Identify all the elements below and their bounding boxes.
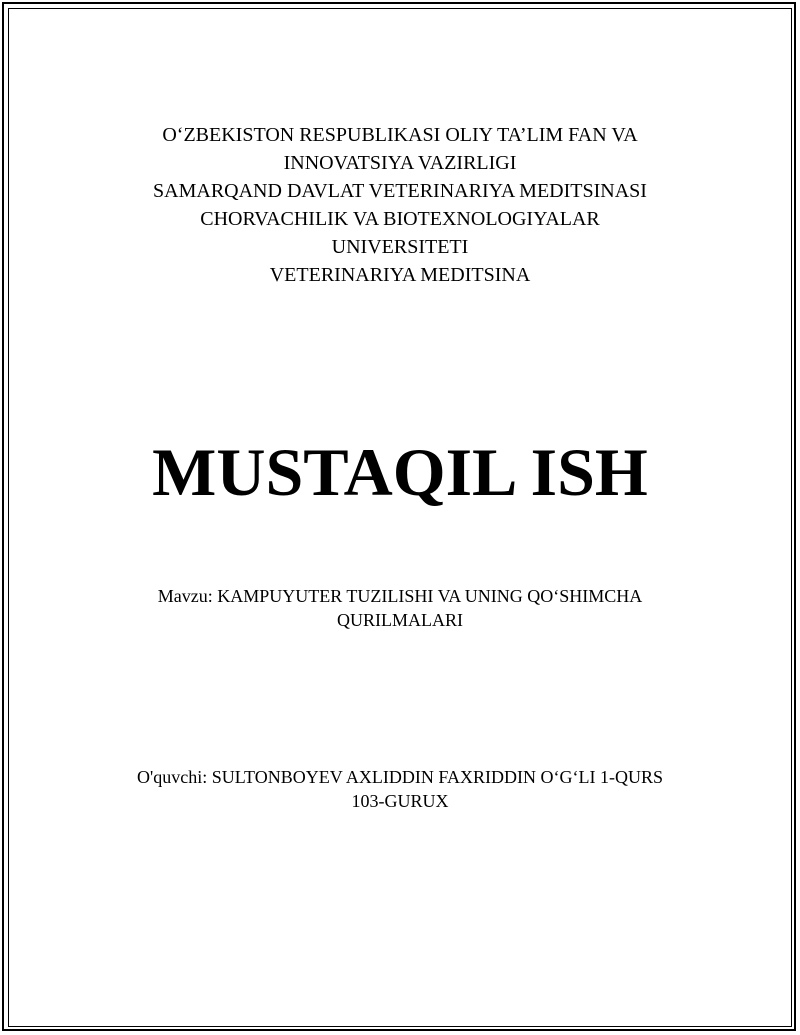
header-line-faculty: VETERINARIYA MEDITSINA (269, 264, 531, 286)
header-line-university-1: SAMARQAND DAVLAT VETERINARIYA MEDITSINASI (153, 180, 647, 202)
student-line-1: O'quvchi: SULTONBOYEV AXLIDDIN FAXRIDDIN O‘G‘LI 1-QURS (136, 767, 664, 787)
document-title: MUSTAQIL ISH (152, 434, 648, 510)
student-line-2: 103-GURUX (351, 791, 449, 811)
header-line-university-3: UNIVERSITETI (331, 236, 469, 258)
header-line-ministry-2: INNOVATSIYA VAZIRLIGI (283, 152, 517, 174)
student-block (0, 765, 800, 813)
header-line-ministry-1: O‘ZBEKISTON RESPUBLIKASI OLIY TA’LIM FAN VA (162, 124, 638, 146)
institution-header (0, 121, 800, 289)
header-line-university-2: CHORVACHILIK VA BIOTEXNOLOGIYALAR (200, 208, 600, 230)
topic-line-1: Mavzu: KAMPUYUTER TUZILISHI VA UNING QO‘SHIMCHA (157, 586, 643, 606)
topic-line-2: QURILMALARI (337, 610, 463, 630)
topic-block (0, 584, 800, 632)
